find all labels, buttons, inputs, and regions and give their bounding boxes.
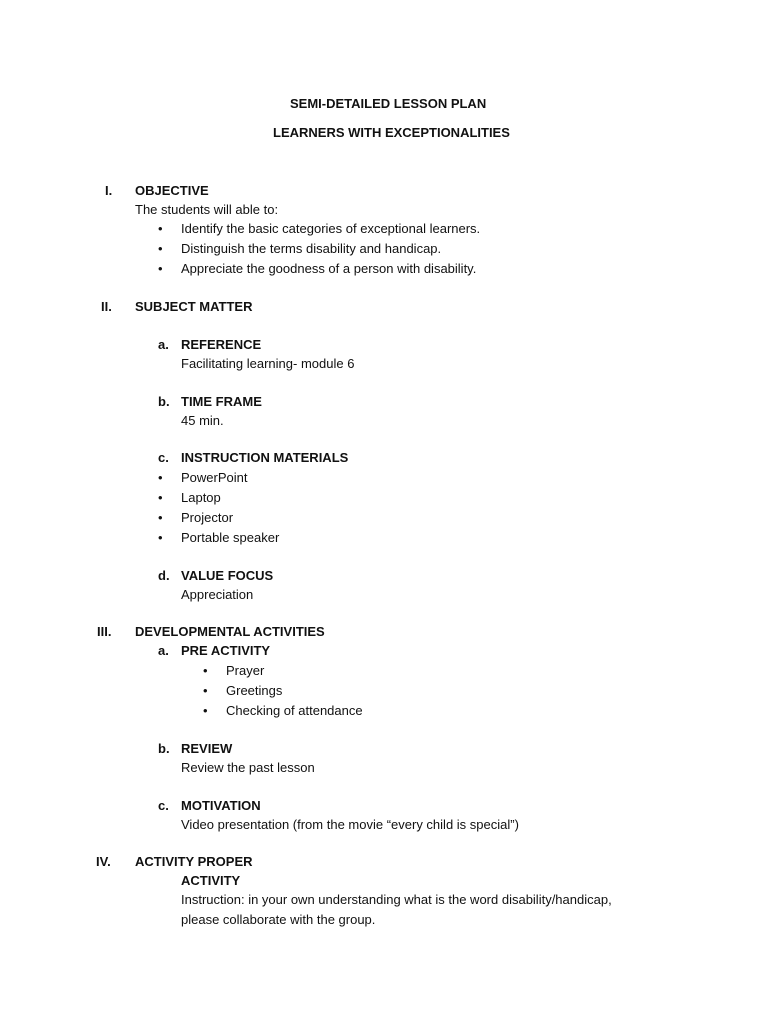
review-text: Review the past lesson bbox=[181, 760, 315, 775]
section-heading-subject-matter: SUBJECT MATTER bbox=[135, 299, 253, 314]
material-item: Portable speaker bbox=[181, 530, 280, 545]
instruction-text-line-2: please collaborate with the group. bbox=[181, 912, 376, 927]
objective-item: Distinguish the terms disability and handicap. bbox=[181, 241, 442, 256]
bullet-icon: • bbox=[158, 261, 163, 276]
sub-letter-c: c. bbox=[158, 450, 169, 465]
material-item: Projector bbox=[181, 510, 234, 525]
subheading-reference: REFERENCE bbox=[181, 337, 262, 352]
section-number-ii: II. bbox=[101, 299, 112, 314]
time-frame-text: 45 min. bbox=[181, 413, 224, 428]
material-item: Laptop bbox=[181, 490, 221, 505]
bullet-icon: • bbox=[203, 683, 208, 698]
bullet-icon: • bbox=[158, 470, 163, 485]
material-item: PowerPoint bbox=[181, 470, 248, 485]
subheading-time-frame: TIME FRAME bbox=[181, 394, 262, 409]
sub-letter-b: b. bbox=[158, 741, 170, 756]
subheading-motivation: MOTIVATION bbox=[181, 798, 261, 813]
bullet-icon: • bbox=[158, 530, 163, 545]
subheading-pre-activity: PRE ACTIVITY bbox=[181, 643, 271, 658]
subheading-activity: ACTIVITY bbox=[181, 873, 241, 888]
section-number-iv: IV. bbox=[96, 854, 111, 869]
bullet-icon: • bbox=[158, 241, 163, 256]
objective-item: Identify the basic categories of exceptional learners. bbox=[181, 221, 481, 236]
section-number-i: I. bbox=[105, 183, 113, 198]
section-number-iii: III. bbox=[97, 624, 112, 639]
objective-intro: The students will able to: bbox=[135, 202, 279, 217]
motivation-text: Video presentation (from the movie “every child is special”) bbox=[181, 817, 519, 832]
sub-letter-d: d. bbox=[158, 568, 170, 583]
pre-activity-item: Greetings bbox=[226, 683, 283, 698]
sub-letter-c: c. bbox=[158, 798, 169, 813]
section-heading-activity-proper: ACTIVITY PROPER bbox=[135, 854, 253, 869]
value-focus-text: Appreciation bbox=[181, 587, 254, 602]
sub-letter-b: b. bbox=[158, 394, 170, 409]
subheading-review: REVIEW bbox=[181, 741, 233, 756]
objective-item: Appreciate the goodness of a person with disability. bbox=[181, 261, 477, 276]
section-heading-developmental-activities: DEVELOPMENTAL ACTIVITIES bbox=[135, 624, 325, 639]
subheading-instruction-materials: INSTRUCTION MATERIALS bbox=[181, 450, 349, 465]
bullet-icon: • bbox=[203, 663, 208, 678]
subheading-value-focus: VALUE FOCUS bbox=[181, 568, 274, 583]
bullet-icon: • bbox=[158, 490, 163, 505]
page-subtitle: LEARNERS WITH EXCEPTIONALITIES bbox=[273, 125, 510, 140]
section-heading-objective: OBJECTIVE bbox=[135, 183, 209, 198]
bullet-icon: • bbox=[158, 221, 163, 236]
pre-activity-item: Checking of attendance bbox=[226, 703, 363, 718]
sub-letter-a: a. bbox=[158, 643, 169, 658]
bullet-icon: • bbox=[203, 703, 208, 718]
page-title: SEMI-DETAILED LESSON PLAN bbox=[290, 96, 487, 111]
instruction-text-line-1: Instruction: in your own understanding what is the word disability/handicap, bbox=[181, 892, 612, 907]
sub-letter-a: a. bbox=[158, 337, 169, 352]
reference-text: Facilitating learning- module 6 bbox=[181, 356, 355, 371]
pre-activity-item: Prayer bbox=[226, 663, 265, 678]
bullet-icon: • bbox=[158, 510, 163, 525]
